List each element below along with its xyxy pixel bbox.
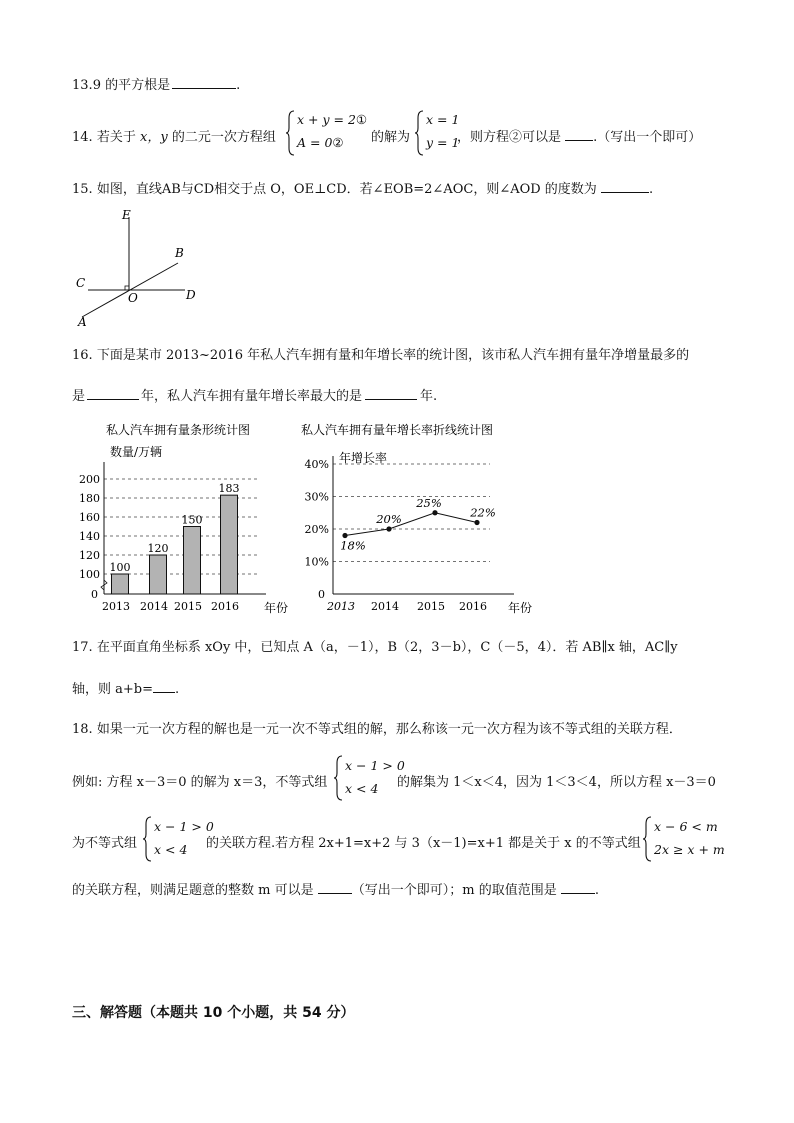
y-axis-label: 数量/万辆 (110, 445, 163, 459)
answer-blank[interactable] (365, 387, 417, 400)
x-tick-label: 2014 (140, 600, 168, 613)
section-heading: 三、解答题（本题共 10 个小题，共 54 分） (72, 1005, 355, 1021)
left-brace-icon (643, 816, 653, 862)
question-18-line4: 的关联方程，则满足题意的整数 m 可以是 （写出一个即可）；m 的取值范围是 . (72, 883, 599, 898)
y-tick-label: 160 (79, 511, 100, 524)
label-b: B (175, 246, 184, 260)
origin-label: 0 (318, 588, 325, 601)
question-17-line1: 17. 在平面直角坐标系 xOy 中，已知点 A（a，－1），B（2，3－b），C（－5，4）．若 AB∥x 轴，AC∥y (72, 640, 678, 655)
label-a: A (78, 315, 87, 329)
y-axis-label: 年增长率 (339, 451, 388, 465)
bar (184, 527, 201, 595)
equation-1: x + y = 2① (297, 112, 368, 127)
label-e: E (122, 208, 131, 222)
question-14-suffix: ，则方程②可以是 .（写出一个即可） (457, 130, 702, 145)
x-tick-label: 2015 (417, 600, 445, 613)
data-label: 25% (416, 495, 442, 510)
question-14-mid: 的解为 (371, 130, 411, 145)
left-brace-icon (334, 755, 344, 801)
bar-value-label: 100 (109, 561, 131, 574)
question-16-line1: 16. 下面是某市 2013~2016 年私人汽车拥有量和年增长率的统计图，该市私人汽车拥有量年净增量最多的 (72, 348, 690, 363)
question-16-line2: 是 年，私人汽车拥有量年增长率最大的是 年. (72, 389, 438, 404)
answer-blank[interactable] (87, 387, 139, 400)
bar (221, 495, 238, 594)
y-tick-label: 30% (304, 490, 329, 504)
right-angle-mark (125, 286, 129, 290)
left-brace-icon (143, 816, 153, 862)
chart-title: 私人汽车拥有量条形统计图 (106, 423, 251, 437)
chart-title: 私人汽车拥有量年增长率折线统计图 (301, 423, 494, 437)
x-tick-label: 2016 (459, 600, 487, 613)
left-brace-icon (415, 110, 425, 156)
y-tick-label: 200 (79, 473, 100, 486)
data-point (474, 520, 479, 525)
y-tick-label: 10% (304, 555, 329, 569)
data-point (342, 533, 347, 538)
label-o: O (128, 291, 138, 305)
answer-blank[interactable] (565, 128, 593, 141)
inequality-system-m: x − 6 < m 2x ≥ x + m (643, 816, 725, 862)
y-tick-label: 40% (304, 458, 329, 471)
inequality-system-example-2: x − 1 > 0 x < 4 (143, 816, 213, 862)
bar-value-label: 183 (218, 482, 240, 496)
data-label: 20% (376, 512, 402, 526)
label-c: C (76, 276, 86, 290)
data-label: 22% (470, 505, 496, 520)
question-18-example-b: 的解集为 1＜x＜4，因为 1＜3＜4，所以方程 x－3＝0 (397, 775, 716, 790)
x-tick-label: 2016 (211, 600, 239, 613)
data-point (432, 510, 437, 515)
y-tick-label: 120 (79, 549, 100, 562)
question-14-prefix: 14. 若关于 x，y 的二元一次方程组 (72, 130, 276, 145)
label-d: D (186, 288, 196, 302)
x-tick-label: 2013 (102, 600, 130, 613)
origin-label: 0 (91, 588, 98, 601)
y-tick-label: 20% (304, 523, 329, 536)
question-18-line3-b: 的关联方程.若方程 2x+1=x+2 与 3（x－1)=x+1 都是关于 x 的不等式组 (206, 836, 641, 851)
left-brace-icon (286, 110, 296, 156)
answer-blank[interactable] (153, 680, 175, 693)
question-17-line2: 轴，则 a+b= . (72, 682, 180, 697)
geometry-figure (70, 205, 210, 330)
question-15: 15. 如图，直线AB与CD相交于点 O，OE⊥CD．若∠EOB=2∠AOC，则∠AOD 的度数为 . (72, 182, 654, 197)
bar-value-label: 120 (147, 542, 169, 555)
answer-blank[interactable] (318, 881, 352, 894)
data-point (386, 526, 391, 531)
equation-system (286, 110, 376, 156)
bar-value-label: 150 (181, 513, 203, 527)
data-label: 18% (340, 538, 366, 553)
series-line (345, 513, 477, 536)
x-axis-label: 年份 (508, 601, 533, 615)
line-chart (295, 418, 545, 618)
question-18-example-a: 例如: 方程 x－3＝0 的解为 x＝3，不等式组 (72, 775, 328, 790)
answer-blank[interactable] (601, 180, 649, 193)
inequality-system-example: x − 1 > 0 x < 4 (334, 755, 404, 801)
bar (112, 574, 129, 594)
question-13: 13.9 的平方根是 . (72, 78, 241, 93)
equation-2: A = 0② (297, 135, 344, 150)
bar-chart (70, 418, 295, 618)
y-tick-label: 140 (79, 530, 100, 543)
y-tick-label: 180 (79, 492, 100, 505)
x-tick-label: 2013 (327, 600, 355, 613)
x-tick-label: 2015 (174, 600, 202, 613)
bar (150, 555, 167, 594)
y-tick-label: 100 (79, 568, 100, 581)
solution-system: x = 1 y = 1 (415, 110, 465, 156)
question-18-line1: 18. 如果一元一次方程的解也是一元一次不等式组的解，那么称该一元一次方程为该不等式组的关联方程． (72, 722, 682, 737)
x-axis-label: 年份 (264, 601, 289, 615)
question-18-line3-a: 为不等式组 (72, 836, 138, 851)
answer-blank[interactable] (561, 881, 595, 894)
answer-blank[interactable] (172, 76, 236, 89)
x-tick-label: 2014 (371, 600, 399, 613)
